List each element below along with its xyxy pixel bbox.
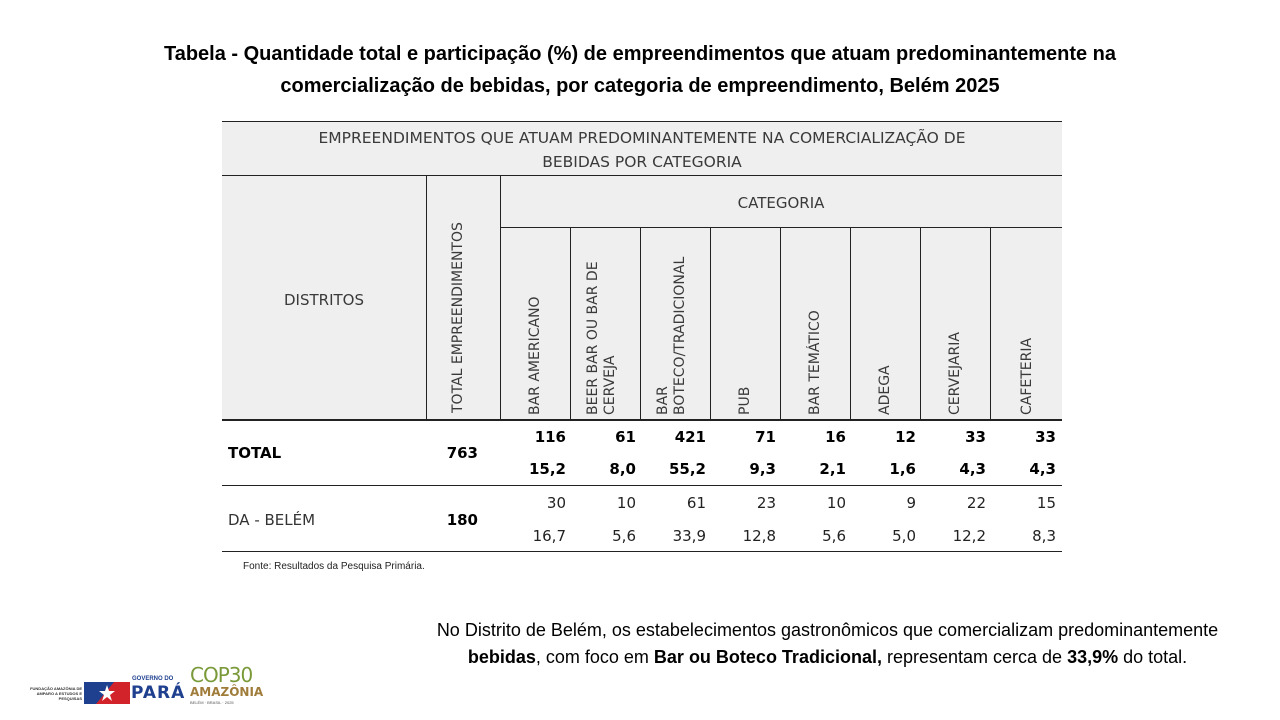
cell-count: 10 [616,494,636,512]
cell-count: 10 [826,494,846,512]
row-total-value: 763 [446,444,478,462]
cell-count: 61 [686,494,706,512]
cell-percent: 4,3 [959,460,986,478]
cell-count: 30 [546,494,566,512]
cop30-bottom: BELÉM · BRASIL · 2025 [190,700,234,705]
header-divider [222,175,1062,176]
header-bottom-border [222,419,1062,421]
cell-count: 116 [534,428,566,446]
category-label-line-2: BOTECO/TRADICIONAL [672,256,688,415]
summary-text-part: , com foco em [535,647,654,667]
col-line-7 [850,227,851,419]
fapespa-logo [28,686,82,701]
category-label: CERVEJARIA [947,332,963,415]
col-line-9 [990,227,991,419]
table-main-header [222,126,1062,174]
row-divider [222,485,1062,486]
category-label: BEER BAR OU BAR DE [585,261,601,415]
row-label-total: TOTAL [228,444,282,462]
cell-percent: 5,6 [612,527,636,545]
category-adega [877,233,897,415]
source-note: Fonte: Resultados da Pesquisa Primária. [243,561,425,572]
cell-count: 33 [1035,428,1056,446]
footer-logos [28,662,288,712]
summary-text-part: representam cerca de [881,647,1068,667]
category-cafeteria [1019,233,1039,415]
category-beer-bar [585,233,625,415]
governo-label: GOVERNO DO [132,676,174,682]
cell-percent: 5,0 [892,527,916,545]
table-top-border [222,121,1062,122]
total-header [450,181,472,413]
summary-line-2 [390,644,1265,671]
total-header-label: TOTAL EMPREENDIMENTOS [450,222,466,413]
cell-count: 23 [756,494,776,512]
cell-count: 9 [906,494,916,512]
cell-percent: 2,1 [819,460,846,478]
para-name: PARÁ [131,683,186,703]
col-line-3 [570,227,571,419]
cell-count: 61 [615,428,636,446]
cell-percent: 16,7 [532,527,566,545]
summary-text [390,617,1265,671]
cell-percent: 33,9 [672,527,706,545]
fapespa-text: FUNDAÇÃO AMAZÔNIA DE AMPARO A ESTUDOS E PESQUISAS [30,686,82,701]
title-line-1: Tabela - Quantidade total e participação (%) de empreendimentos que atuam predominantemente na [163,43,1117,65]
summary-text-part: do total. [1118,647,1188,667]
para-star-logo [84,678,130,708]
category-bar-tematico [807,233,827,415]
category-pub [737,233,757,415]
page-title [60,38,1220,102]
cell-count: 33 [965,428,986,446]
cell-count: 71 [755,428,776,446]
title-line-2: comercialização de bebidas, por categoria de empreendimento, Belém 2025 [280,75,1000,97]
cop30-subtitle: AMAZÔNIA [190,685,264,699]
cell-percent: 4,3 [1029,460,1056,478]
col-line-6 [780,227,781,419]
table-bottom-border [222,551,1062,552]
category-bar-boteco [655,229,695,415]
cell-count: 12 [895,428,916,446]
category-bar-americano [527,233,547,415]
category-label: BAR TEMÁTICO [807,310,823,415]
cell-percent: 5,6 [822,527,846,545]
category-label: CAFETERIA [1019,337,1035,415]
summary-line-1: No Distrito de Belém, os estabelecimentos gastronômicos que comercializam predominantemente [436,620,1219,640]
summary-bold-percent: 33,9% [1067,647,1119,667]
table-main-header-line-1: EMPREENDIMENTOS QUE ATUAM PREDOMINANTEMENTE NA COMERCIALIZAÇÃO DE [318,129,966,147]
col-line-5 [710,227,711,419]
cop30-name: COP30 [190,663,253,687]
category-cervejaria [947,233,967,415]
col-line-1 [426,175,427,419]
row-total-value: 180 [446,511,478,529]
col-line-8 [920,227,921,419]
cell-count: 16 [825,428,846,446]
category-label: ADEGA [877,365,893,415]
category-label-line-2: CERVEJA [602,355,618,415]
summary-bold-bar-boteco: Bar ou Boteco Tradicional, [653,647,882,667]
cop30-logo [190,664,272,712]
cell-percent: 8,0 [609,460,636,478]
cell-percent: 55,2 [668,460,706,478]
col-line-2 [500,175,501,419]
cell-count: 22 [966,494,986,512]
category-header: CATEGORIA [737,194,825,212]
districts-header: DISTRITOS [284,291,364,309]
cell-count: 421 [674,428,706,446]
category-label: PUB [737,386,753,415]
row-label-da-belem: DA - BELÉM [228,511,316,529]
table-main-header-line-2: BEBIDAS POR CATEGORIA [542,153,742,171]
cell-percent: 15,2 [528,460,566,478]
cell-percent: 12,8 [742,527,776,545]
cell-percent: 1,6 [889,460,916,478]
col-line-4 [640,227,641,419]
cell-percent: 12,2 [952,527,986,545]
cell-count: 15 [1036,494,1056,512]
category-divider [500,227,1062,228]
category-label: BAR [655,386,671,415]
summary-bold-bebidas: bebidas [467,647,536,667]
cell-percent: 9,3 [749,460,776,478]
data-table [222,121,1062,552]
cell-percent: 8,3 [1032,527,1056,545]
category-label: BAR AMERICANO [527,296,543,415]
